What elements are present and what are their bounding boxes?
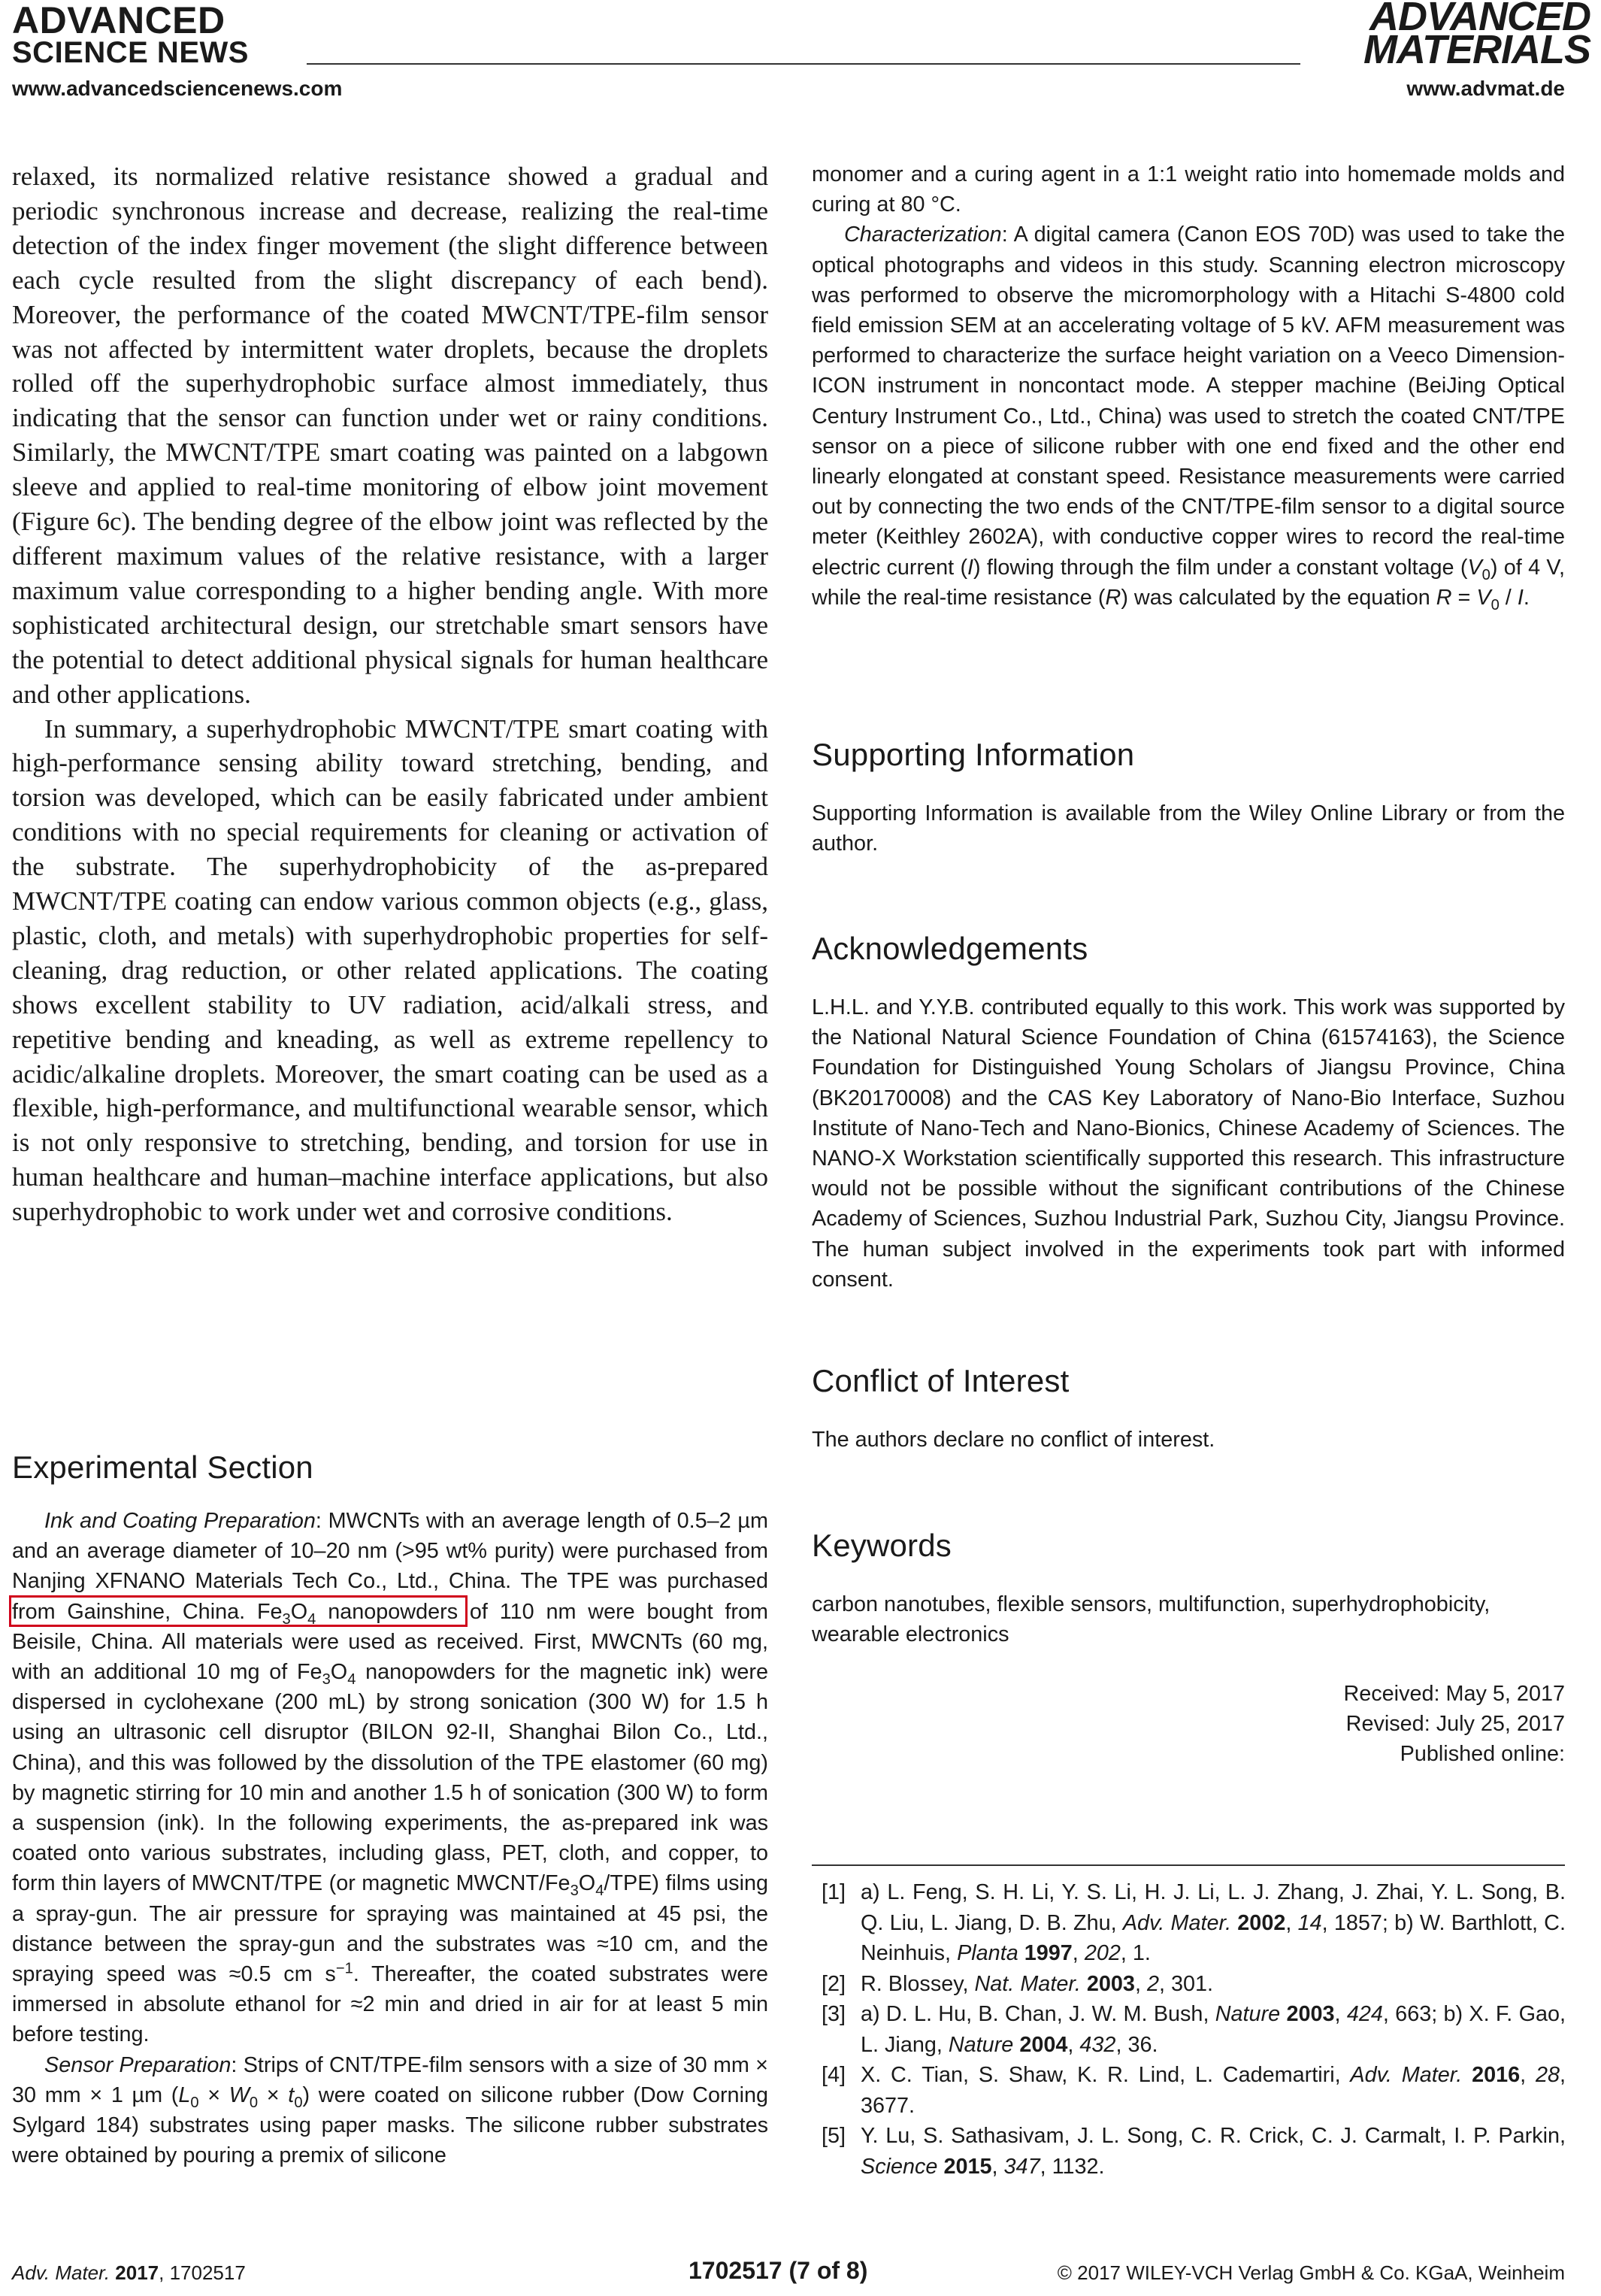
reference-fragment: Nat. Mater. [974,1971,1081,1996]
reference-fragment [1462,2063,1472,2087]
reference-fragment: , [1520,2063,1536,2087]
times-sign: × [198,2082,229,2107]
reference-number: [5] [822,2124,846,2148]
reference-fragment: a) D. L. Hu, B. Chan, J. W. M. Bush, [861,2002,1215,2026]
ink-text-1: : MWCNTs with an average length of 0.5–2 µm and an average diameter of 10–20 nm (>95 wt% purity) were purchased from Nanjing XFNANO Materials Tech Co., Ltd., China. [12,1509,768,1594]
reference-fragment: , 3677. [861,2063,1566,2118]
reference-fragment: 14 [1297,1910,1322,1935]
reference-item [822,1999,1566,2060]
sensor-title: Sensor Preparation [44,2052,232,2077]
supporting-text: Supporting Information is available from the Wiley Online Library or from the author. [812,801,1565,856]
eq-equals: = [1451,585,1477,610]
section-heading-experimental: Experimental Section [12,1449,313,1485]
var-W: W [228,2082,250,2107]
reference-fragment: 2016 [1472,2063,1521,2087]
reference-fragment: 2 [1146,1971,1159,1996]
journal-logo [1363,0,1590,72]
footer-journal: Adv. Mater. [12,2261,110,2284]
reference-fragment: Science [861,2154,938,2179]
char-text-3: ) of 4 V, while the real-time resistance ( [812,555,1565,610]
times-sign: × [258,2082,289,2107]
keywords-text: carbon nanotubes, flexible sensors, multifunction, superhydrophobicity, wearable electronics [812,1592,1491,1647]
reference-fragment: , [1072,1941,1085,1965]
sub-3: 3 [322,1671,331,1688]
reference-fragment: , 1. [1120,1941,1151,1965]
received-dates [1343,1679,1565,1770]
reference-item [822,2060,1566,2121]
reference-text [861,2121,1566,2182]
body-paragraph-1: relaxed, its normalized relative resistance showed a gradual and periodic synchronous increase and decrease, realizing the real-time detection of the index finger movement (the slight difference between each cycle resulted from the slight discrepancy of each bend). Moreover, the performance of the coated MWCNT/TPE-film sensor was not affected by intermittent water droplets, because the droplets rolled off the superhydrophobic surface almost immediately, thus indicating that the sensor can function under wet or rainy conditions. Similarly, the MWCNT/TPE smart coating was painted on a labgown sleeve and applied to real-time monitoring of elbow joint movement (Figure 6c). The bending degree of the elbow joint was reflected by the different maximum values of the relative resistance, with a larger maximum value corresponding to a higher bending angle. With more sophisticated architectural design, our stretchable smart sensors have the potential to detect additional physical signals for human healthcare and other applications. [12,162,768,709]
char-text-4: ) was calculated by the equation [1121,585,1436,610]
char-text-2: ) flowing through the film under a constant voltage ( [973,555,1468,580]
reference-fragment: 2003 [1286,2002,1335,2026]
reference-fragment: Adv. Mater. [1350,2063,1463,2087]
reference-fragment: 2002 [1237,1910,1286,1935]
ink-text-2g: /TPE) films using a spray-gun. The air pressure for spraying was maintained at 45 psi, the distance between the spray-gun and the substrates was ≈10 cm, and the spraying speed was ≈0.5 cm s [12,1871,769,1987]
characterization-title: Characterization [844,223,1002,247]
reference-fragment: , [1134,1971,1147,1996]
char-text-1: : A digital camera (Canon EOS 70D) was used to take the optical photographs and videos in this study. Scanning electron microscopy was performed to observe the micromorphology with a Hitachi S-4800 cold field emission SEM at an accelerating voltage of 5 kV. AFM measurement was performed to characterize the surface height variation on a Veeco Dimension-ICON instrument in noncontact mode. A stepper machine (BeiJing Optical Century Instrument Co., Ltd., China) was used to stretch the coated CNT/TPE sensor on a piece of silicone rubber with one end fixed and the other end linearly elongated at constant speed. Resistance measurements were carried out by connecting the two ends of the CNT/TPE-film sensor to a digital source meter (Keithley 2602A), with conductive copper wires to record the real-time electric current ( [812,223,1565,580]
header-divider [307,63,1300,65]
received-date: Received: May 5, 2017 [1343,1682,1565,1706]
right-column [812,159,1565,613]
var-V: V [1467,555,1482,580]
eq-V: V [1476,585,1491,610]
reference-fragment: a) L. Feng, S. H. Li, Y. S. Li, H. J. Li, L. J. Zhang, J. Zhai, Y. L. Song, B. Q. Liu, L. Jiang, D. B. Zhu, [861,1880,1566,1935]
reference-fragment: , [991,2154,1004,2179]
reference-fragment: Nature [948,2032,1014,2057]
ink-text-2b: O [290,1599,308,1624]
ink-preparation-paragraph [12,1506,768,2050]
characterization-paragraph [812,220,1565,613]
reference-text [861,1969,1566,2000]
reference-fragment [1081,1972,1087,1996]
page-footer [12,2257,1565,2291]
footer-article: , 1702517 [159,2261,246,2284]
reference-fragment: 424 [1346,2002,1383,2026]
reference-fragment: , [1334,2002,1347,2026]
var-L: L [178,2082,191,2107]
reference-fragment: Adv. Mater. [1122,1910,1232,1935]
reference-item [822,1877,1566,1969]
journal-url[interactable]: www.advmat.de [1406,77,1565,100]
ink-text-2f: O [578,1871,596,1896]
sub-3: 3 [282,1610,291,1628]
logo-line-science-news: SCIENCE NEWS [12,36,249,69]
reference-number: [1] [822,1880,846,1904]
reference-item [822,1969,1566,2000]
reference-fragment [1018,1941,1024,1965]
reference-number: [4] [822,2063,846,2087]
sub-0: 0 [249,2094,259,2111]
reference-fragment: 2004 [1019,2032,1068,2057]
reference-number: [3] [822,2002,846,2026]
references-divider [812,1864,1565,1866]
reference-fragment: Y. Lu, S. Sathasivam, J. L. Song, C. R. Crick, C. J. Carmalt, I. P. Parkin, [861,2124,1566,2148]
sub-4: 4 [347,1671,356,1688]
eq-I: I [1517,585,1524,610]
journal-logo-line2: MATERIALS [1363,27,1590,72]
reference-fragment: 432 [1079,2032,1116,2057]
reference-item [822,2121,1566,2182]
section-heading-conflict: Conflict of Interest [812,1363,1070,1398]
ink-title: Ink and Coating Preparation [44,1509,316,1533]
reference-fragment: , 301. [1158,1971,1214,1996]
reference-text [861,1877,1566,1969]
footer-page-id: 1702517 [689,2257,782,2284]
sub-4: 4 [307,1610,316,1628]
continued-paragraph: monomer and a curing agent in a 1:1 weight ratio into homemade molds and curing at 80 °C. [812,162,1565,217]
logo-line-advanced: ADVANCED [12,0,225,41]
sub-0: 0 [1481,566,1491,583]
sup-neg1: −1 [335,1960,353,1977]
acknowledgements-text: L.H.L. and Y.Y.B. contributed equally to this work. This work was supported by the National Natural Science Foundation of China (61574163), the Science Foundation for Distinguished Young Scholars of Jiangsu Province, China (BK20170008) and the CAS Key Laboratory of Nano-Bio Interface, Suzhou Institute of Nano-Tech and Nano-Bionics, Chinese Academy of Sciences. The NANO-X Workstation scientifically supported this research. This infrastructure would not be possible without the significant contributions of the Chinese Academy of Sciences, Suzhou Industrial Park, Suzhou City, Jiangsu Province. The human subject involved in the experiments took part with informed consent. [812,995,1565,1292]
footer-year: 2017 [115,2261,159,2284]
var-I: I [967,555,974,580]
ink-text-2c: nanopowders of 110 nm were bought from Beisile, China. All materials were used as received. First, MWCNTs (60 mg, with an additional 10 mg of Fe [12,1599,768,1685]
var-R: R [1105,585,1121,610]
reference-fragment: Nature [1215,2002,1281,2026]
sensor-text-2: ) were coated on silicone rubber (Dow Corning Sylgard 184) substrates using paper masks. The silicone rubber substrates were obtained by pouring a premix of silicone [12,2082,769,2168]
body-paragraph-summary: In summary, a superhydrophobic MWCNT/TPE smart coating with high-performance sensing ability toward stretching, bending, and torsion was developed, which can be easily fabricated under ambient conditions with no special requirements for cleaning or activation of the substrate. The superhydrophobicity of the as-prepared MWCNT/TPE coating can endow various common objects (e.g., glass, plastic, cloth, and metals) with superhydrophobic properties for self-cleaning, drag reduction, or other related applications. The coating shows excellent stability to UV radiation, acid/alkali stress, and repetitive bending and kneading, as well as extreme repellency to acidic/alkaline droplets. Moreover, the smart coating can be used as a flexible, high-performance, and multifunctional wearable sensor, which is not only responsive to stretching, bending, and torsion for use in human healthcare and human–machine interface applications, but also superhydrophobic to work under wet and corrosive conditions. [12,713,768,1227]
publisher-logo [12,0,249,69]
published-online: Published online: [1400,1742,1565,1767]
reference-text [861,2060,1566,2121]
eq-R: R [1436,585,1452,610]
conflict-text: The authors declare no conflict of interest. [812,1428,1215,1452]
reference-fragment: , [1285,1910,1298,1935]
revised-date: Revised: July 25, 2017 [1345,1712,1565,1737]
footer-copyright: © 2017 WILEY-VCH Verlag GmbH & Co. KGaA, Weinheim [1057,2261,1565,2284]
reference-fragment: R. Blossey, [861,1971,975,1996]
footer-page-of: (7 of 8) [782,2257,868,2284]
section-heading-keywords: Keywords [812,1528,952,1563]
footer-citation [12,2261,246,2285]
reference-text [861,1999,1566,2060]
ink-text-2d: O [330,1660,348,1685]
reference-fragment: , [1067,2032,1080,2057]
reference-fragment: 2015 [943,2154,992,2179]
reference-fragment: X. C. Tian, S. Shaw, K. R. Lind, L. Cademartiri, [861,2063,1351,2087]
ink-text-2e: nanopowders for the magnetic ink) were dispersed in cyclohexane (200 mL) by strong sonication (300 W) for 1.5 h using an ultrasonic cell disruptor (BILON 92-II, Shanghai Bilon Co., Ltd., China), and this was followed by the dissolution of the TPE elastomer (60 mg) by magnetic stirring for 10 min and another 1.5 h of sonication (300 W) to form a suspension (ink). In the following experiments, the as-prepared ink was coated onto various substrates, including glass, PET, cloth, and copper, to form thin layers of MWCNT/TPE (or magnetic MWCNT/Fe [12,1660,768,1896]
sub-0: 0 [1491,596,1500,613]
left-column [12,159,768,1229]
sensor-text-1: : Strips of CNT/TPE-film sensors with a size of 30 mm × 30 mm × 1 µm ( [12,2052,768,2107]
reference-fragment: 28 [1535,2063,1560,2087]
sub-0: 0 [294,2094,303,2111]
ink-text-2a: China. Fe [171,1599,283,1624]
reference-fragment: Planta [957,1941,1018,1965]
highlight-box [9,1595,468,1627]
reference-fragment: , 1857; b) W. Barthlott, C. Neinhuis, [861,1910,1566,1965]
sub-4: 4 [595,1883,604,1900]
publisher-url[interactable]: www.advancedsciencenews.com [12,77,343,100]
reference-fragment: , 663; b) X. F. Gao, L. Jiang, [861,2002,1566,2057]
reference-fragment: 202 [1084,1941,1121,1965]
ink-text-2h: . Thereafter, the coated substrates were immersed in absolute ethanol for ≈2 min and dried in air for at least 5 min before testing. [12,1962,768,2047]
reference-number: [2] [822,1971,846,1996]
sensor-preparation-paragraph [12,2050,768,2171]
eq-slash: / [1499,585,1518,610]
sub-3: 3 [570,1883,579,1900]
var-t: t [288,2082,295,2107]
highlighted-sentence: The TPE was purchased from Gainshine, [12,1569,768,1624]
reference-fragment: , 1132. [1040,2154,1105,2179]
sub-0: 0 [190,2094,199,2111]
reference-fragment: 2003 [1086,1971,1135,1996]
section-heading-supporting: Supporting Information [812,737,1135,772]
section-heading-acknowledgements: Acknowledgements [812,931,1088,966]
eq-end: . [1523,585,1530,610]
footer-page-number [689,2257,867,2285]
reference-fragment: 347 [1003,2154,1040,2179]
references-list [822,1877,1566,2182]
journal-logo-line1: ADVANCED [1369,0,1590,39]
reference-fragment: , 36. [1115,2032,1158,2057]
reference-fragment: 1997 [1024,1941,1073,1965]
